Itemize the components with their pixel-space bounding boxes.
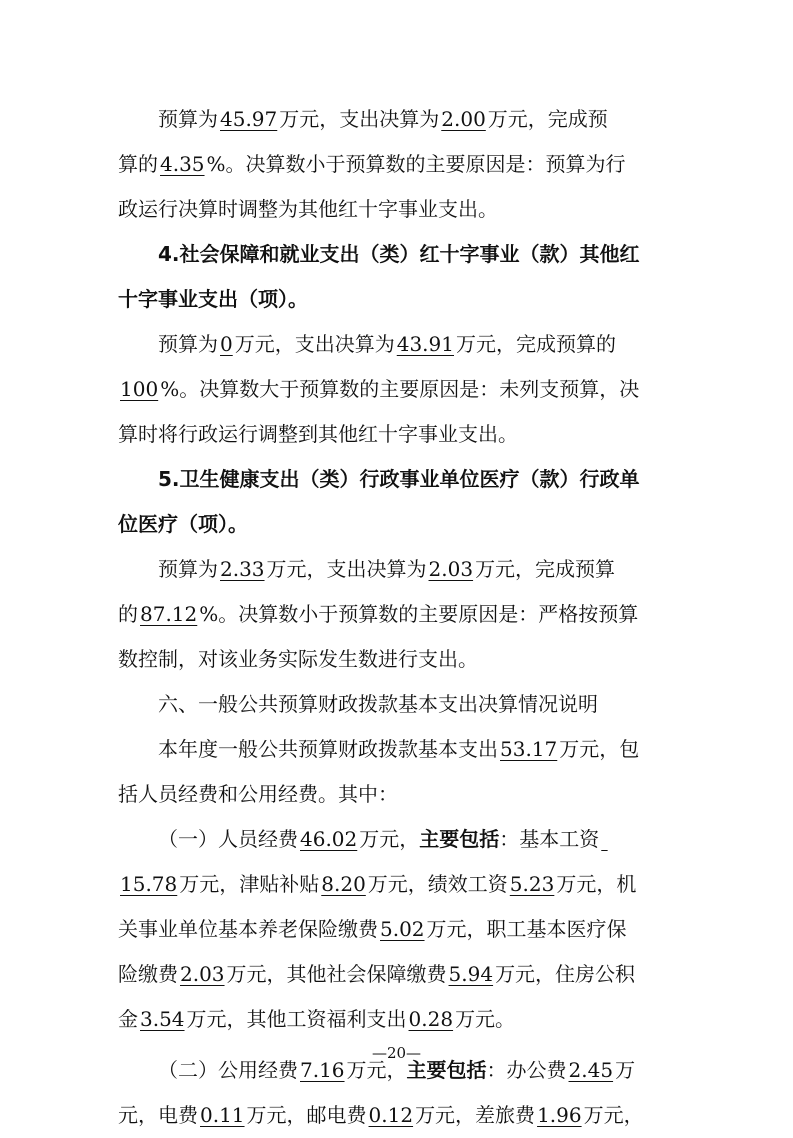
- text: 预算为: [158, 332, 218, 356]
- text: %。决算数小于预算数的主要原因是：预算为行: [206, 152, 626, 176]
- amount: 3.54: [140, 1007, 185, 1031]
- text: 本年度一般公共预算财政拨款基本支出: [158, 737, 498, 761]
- text: 险缴费: [118, 962, 178, 986]
- amount: 2.03: [180, 962, 225, 986]
- emphasis-text: 主要包括: [406, 1058, 487, 1082]
- paragraph-line-16: [118, 772, 678, 817]
- paragraph-line-15: [118, 727, 678, 772]
- text: 万元，支出决算为: [279, 107, 440, 131]
- text: 万元。: [455, 1007, 516, 1031]
- text: 万元，: [583, 1103, 644, 1127]
- completion-rate: 87.12: [140, 602, 198, 626]
- text: （一）人员经费: [158, 827, 298, 851]
- text: 万元，完成预算: [475, 557, 616, 581]
- amount: 2.45: [568, 1058, 614, 1082]
- paragraph-line-17: [118, 817, 678, 862]
- text: 万元，: [346, 1058, 407, 1082]
- text: %。决算数小于预算数的主要原因是：严格按预算: [199, 602, 639, 626]
- amount: 8.20: [321, 872, 366, 896]
- paragraph-line-12: [118, 592, 678, 637]
- text: 万元，完成预: [487, 107, 608, 131]
- section-heading-4: [118, 232, 678, 277]
- personnel-expense: 46.02: [300, 827, 358, 851]
- heading-text: 5.卫生健康支出（类）行政事业单位医疗（款）行政单: [158, 467, 640, 491]
- heading-text: 位医疗（项）。: [118, 512, 248, 536]
- text: 万元，完成预算的: [456, 332, 616, 356]
- text: 万元，支出决算为: [266, 557, 427, 581]
- amount: 0.12: [368, 1103, 414, 1127]
- text: 算的: [118, 152, 158, 176]
- completion-rate: 100: [120, 377, 159, 401]
- paragraph-line-21: [118, 997, 678, 1042]
- amount: 5.94: [448, 962, 494, 986]
- paragraph-line-13: [118, 637, 678, 682]
- amount: 0.11: [200, 1103, 245, 1127]
- text: （二）公用经费: [158, 1058, 298, 1082]
- final-amount: 43.91: [396, 332, 454, 356]
- text: 万元，绩效工资: [367, 872, 508, 896]
- paragraph-line-8: [118, 412, 678, 457]
- text: 万元，差旅费: [415, 1103, 536, 1127]
- text: 万元，支出决算为: [234, 332, 395, 356]
- paragraph-line-1: [118, 97, 678, 142]
- text: 政运行决算时调整为其他红十字事业支出。: [118, 197, 498, 221]
- section-heading-4-cont: [118, 277, 678, 322]
- section-heading-5: [118, 457, 678, 502]
- text: 万元，其他社会保障缴费: [226, 962, 447, 986]
- text: 预算为: [158, 107, 218, 131]
- text: 万元，其他工资福利支出: [186, 1007, 407, 1031]
- paragraph-line-23: [118, 1093, 678, 1138]
- emphasis-text: 主要包括: [419, 827, 500, 851]
- public-expense: 7.16: [300, 1058, 345, 1082]
- text: ：基本工资: [499, 827, 600, 851]
- paragraph-line-20: [118, 952, 678, 997]
- text: 万: [615, 1058, 636, 1082]
- text: 算时将行政运行调整到其他红十字事业支出。: [118, 422, 518, 446]
- paragraph-line-3: [118, 187, 678, 232]
- amount: 5.02: [380, 917, 425, 941]
- text: 万元，机: [556, 872, 637, 896]
- amount: 5.23: [509, 872, 555, 896]
- text: 万元，职工基本医疗保: [426, 917, 627, 941]
- blank-underline: [599, 827, 609, 851]
- heading-text: 十字事业支出（项）。: [118, 287, 308, 311]
- heading-text: 六、一般公共预算财政拨款基本支出决算情况说明: [158, 692, 598, 716]
- page-number: —20—: [371, 1044, 422, 1062]
- section-heading-six: [118, 682, 678, 727]
- amount: 1.96: [537, 1103, 582, 1127]
- paragraph-line-6: [118, 322, 678, 367]
- budget-amount: 2.33: [220, 557, 265, 581]
- paragraph-line-2: [118, 142, 678, 187]
- completion-rate: 4.35: [160, 152, 205, 176]
- section-heading-5-cont: [118, 502, 678, 547]
- text: 万元，包: [559, 737, 640, 761]
- amount: 15.78: [120, 872, 178, 896]
- text: %。决算数大于预算数的主要原因是：未列支预算，决: [160, 377, 640, 401]
- heading-text: 4.社会保障和就业支出（类）红十字事业（款）其他红: [158, 242, 640, 266]
- budget-amount: 0: [220, 332, 233, 356]
- text: ：办公费: [486, 1058, 567, 1082]
- text: 万元，: [359, 827, 420, 851]
- text: 数控制，对该业务实际发生数进行支出。: [118, 647, 478, 671]
- paragraph-line-11: [118, 547, 678, 592]
- text: 金: [118, 1007, 138, 1031]
- final-amount: 2.00: [441, 107, 486, 131]
- amount: 0.28: [408, 1007, 454, 1031]
- basic-expense-total: 53.17: [500, 737, 558, 761]
- paragraph-line-18: [118, 862, 678, 907]
- paragraph-line-7: [118, 367, 678, 412]
- text: 的: [118, 602, 138, 626]
- text: 关事业单位基本养老保险缴费: [118, 917, 378, 941]
- budget-amount: 45.97: [220, 107, 278, 131]
- document-body: [118, 97, 678, 1138]
- text: 元，电费: [118, 1103, 198, 1127]
- text: 预算为: [158, 557, 218, 581]
- text: 万元，邮电费: [246, 1103, 367, 1127]
- final-amount: 2.03: [428, 557, 474, 581]
- text: 括人员经费和公用经费。其中：: [118, 782, 398, 806]
- paragraph-line-19: [118, 907, 678, 952]
- text: 万元，住房公积: [495, 962, 636, 986]
- text: 万元，津贴补贴: [179, 872, 320, 896]
